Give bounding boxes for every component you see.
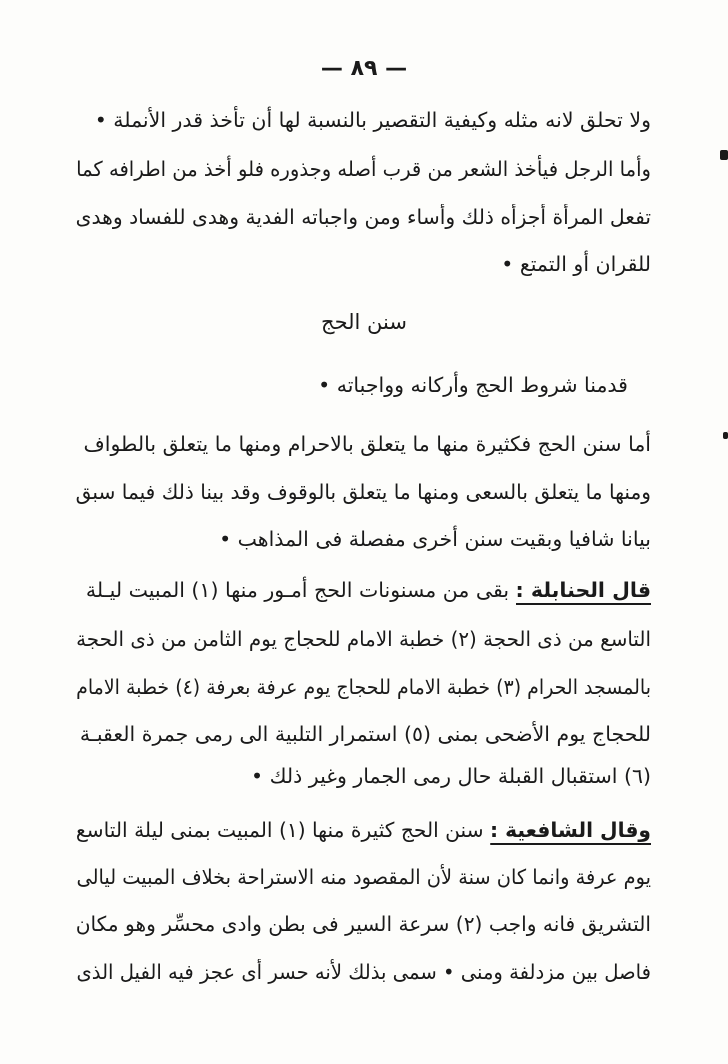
text-line: وأما الرجل فيأخذ الشعر من قرب أصله وجذوره فلو أخذ من اطرافه كما (76, 157, 651, 181)
text-line: تفعل المرأة أجزأه ذلك وأساء ومن واجباته الفدية وهدى للفساد وهدى (75, 205, 651, 229)
text-line: (٦) استقبال القبلة حال رمى الجمار وغير ذلك • (251, 764, 651, 788)
text-line: التشريق فانه واجب (٢) سرعة السير فى بطن وادى محسِّر وهو مكان (75, 912, 651, 936)
page-number: — ٨٩ — (320, 56, 408, 81)
scan-edge-mark (720, 150, 728, 160)
text-line: بالمسجد الحرام (٣) خطبة الامام للحجاج يوم عرفة بعرفة (٤) خطبة الامام (76, 675, 651, 699)
text-line: للقران أو التمتع • (501, 252, 651, 276)
shafiia-first-line (75, 818, 651, 842)
hanabila-first-text: بقى من مسنونات الحج أمـور منها (١) المبيت ليـلة (85, 578, 516, 602)
hanabila-first-line (76, 578, 651, 602)
shafiia-lead: وقال الشافعية : (490, 818, 651, 845)
scan-edge-mark (723, 432, 728, 439)
shafiia-first-text: سنن الحج كثيرة منها (١) المبيت بمنى ليلة التاسع (75, 818, 491, 842)
text-line: ولا تحلق لانه مثله وكيفية التقصير بالنسبة لها أن تأخذ قدر الأنملة • (94, 108, 651, 132)
intro-line: قدمنا شروط الحج وأركانه وواجباته • (318, 373, 628, 397)
text-line: أما سنن الحج فكثيرة منها ما يتعلق بالاحرام ومنها ما يتعلق بالطواف (83, 432, 651, 456)
text-line: يوم عرفة وانما كان سنة لأن المقصود منه الاستراحة بخلاف المبيت ليالى (76, 865, 652, 889)
text-line: للحجاج يوم الأضحى بمنى (٥) استمرار التلبية الى رمى جمرة العقبـة (79, 722, 651, 746)
text-line: ومنها ما يتعلق بالسعى ومنها ما يتعلق بالوقوف وقد بينا ذلك فيما سبق (75, 480, 651, 504)
text-line: التاسع من ذى الحجة (٢) خطبة الامام للحجاج يوم الثامن من ذى الحجة (76, 627, 651, 651)
section-heading: سنن الحج (321, 310, 407, 334)
text-line: بيانا شافيا وبقيت سنن أخرى مفصلة فى المذاهب • (219, 527, 651, 551)
hanabila-lead: قال الحنابلة : (516, 578, 651, 605)
text-line: فاصل بين مزدلفة ومنى • سمى بذلك لأنه حسر أى عجز فيه الفيل الذى (76, 960, 651, 984)
